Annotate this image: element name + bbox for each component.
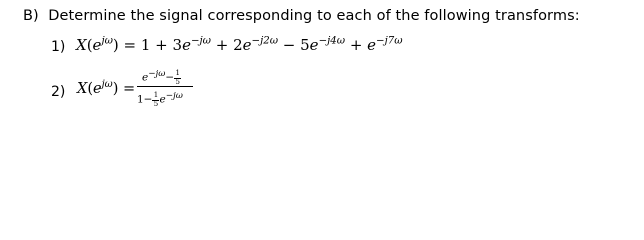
eq2-lhs-base: e xyxy=(93,81,102,97)
eq1-lhs-close-paren: ) xyxy=(112,36,119,54)
eq1-lhs-function: X xyxy=(76,36,87,54)
eq2-denominator-small-den: 5 xyxy=(153,99,159,108)
eq1-plus: + xyxy=(345,36,368,54)
eq2-denominator-exponent: −jω xyxy=(165,91,183,101)
eq1-constant-term: 1 + 3 xyxy=(140,36,183,54)
eq1-term4-base: e xyxy=(367,36,377,54)
eq2-numerator-small-num: 1 xyxy=(175,68,180,77)
eq1-term1-base: e xyxy=(182,36,191,54)
eq2-lhs-open-paren: ( xyxy=(87,81,93,97)
eq2-numerator-minus: − xyxy=(165,71,175,84)
eq1-minus-5: − 5 xyxy=(278,36,310,54)
eq2-numerator-base: e xyxy=(142,71,149,84)
eq2-numerator xyxy=(142,68,181,86)
eq1-term1-exponent: −jω xyxy=(190,35,211,47)
eq2-fraction-bar xyxy=(137,86,193,87)
eq2-denominator xyxy=(137,90,183,108)
problem-1-number: 1) xyxy=(51,39,66,55)
eq2-denominator-small-num: 1 xyxy=(153,90,159,99)
problem-1-equation xyxy=(76,36,403,54)
eq1-term2-exponent: −j2ω xyxy=(251,35,279,47)
eq2-equals: = xyxy=(118,81,136,97)
eq2-denominator-one-fifth xyxy=(152,92,159,108)
eq1-term3-exponent: −j4ω xyxy=(318,35,346,47)
eq2-lhs-close-paren: ) xyxy=(112,81,119,97)
eq1-term4-exponent: −j7ω xyxy=(376,35,403,47)
eq2-numerator-one-fifth xyxy=(174,70,181,86)
eq1-equals: = xyxy=(118,36,141,54)
eq2-numerator-small-den: 5 xyxy=(175,77,180,86)
eq2-numerator-exponent: −jω xyxy=(148,69,166,79)
eq1-lhs-open-paren: ( xyxy=(86,36,93,54)
problem-2-fraction xyxy=(137,65,198,109)
eq1-lhs-base: e xyxy=(92,36,102,54)
eq2-lhs-function: X xyxy=(77,81,88,97)
eq1-lhs-exponent: jω xyxy=(101,35,113,47)
eq2-denominator-base: e xyxy=(159,93,166,106)
eq2-lhs-exponent: jω xyxy=(101,78,113,90)
eq1-term2-base: e xyxy=(242,36,252,54)
problem-2-lhs xyxy=(77,78,136,97)
question-heading: B) Determine the signal corresponding to each of the following transforms: xyxy=(23,8,580,24)
eq2-denominator-lead: 1− xyxy=(137,93,153,106)
problem-2-number: 2) xyxy=(51,84,66,100)
eq1-term3-base: e xyxy=(309,36,319,54)
eq1-plus-2: + 2 xyxy=(210,36,243,54)
